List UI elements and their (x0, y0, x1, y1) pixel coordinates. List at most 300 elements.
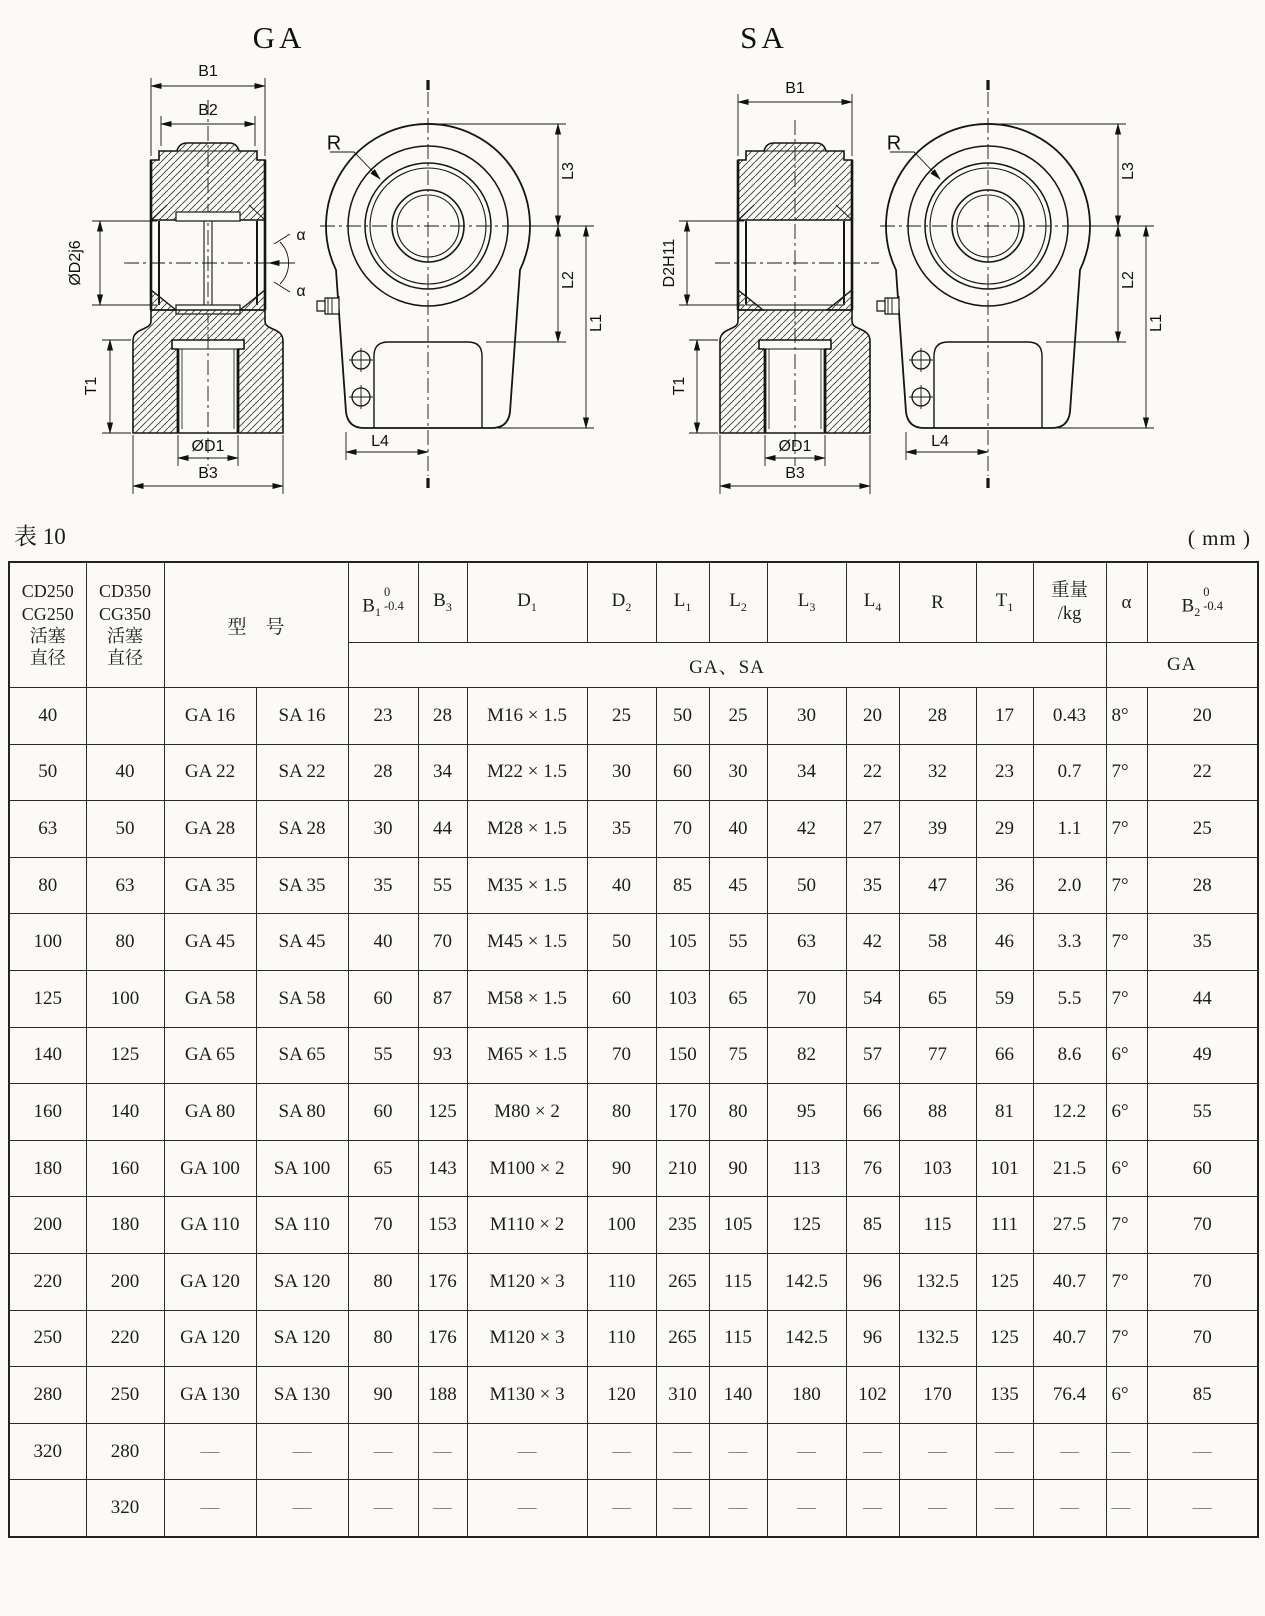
col-header-l1: $L_1$ (656, 562, 709, 643)
cell: 60 (348, 1084, 418, 1141)
col-header-weight: 重量 /kg (1033, 562, 1106, 643)
dim-label-l3: L3 (560, 162, 577, 180)
dim-label-alpha-top: α (296, 227, 306, 244)
cell: 25 (709, 688, 767, 745)
dim-label-r: R (886, 132, 902, 155)
cell: M110 × 2 (467, 1197, 587, 1254)
cell: 50 (656, 688, 709, 745)
cell: 153 (418, 1197, 467, 1254)
cell: 7° (1106, 801, 1147, 858)
cell: 50 (587, 914, 656, 971)
col-header-b3: $B_3$ (418, 562, 467, 643)
cell: 220 (86, 1310, 164, 1367)
cell: 6° (1106, 1140, 1147, 1197)
cell: — (1147, 1423, 1258, 1480)
cell: 22 (1147, 744, 1258, 801)
cell: 40 (709, 801, 767, 858)
cell: 85 (846, 1197, 899, 1254)
cell: SA 130 (256, 1367, 348, 1424)
cell: 310 (656, 1367, 709, 1424)
dim-label-l4: L4 (931, 433, 949, 450)
cell: 140 (86, 1084, 164, 1141)
cell: — (899, 1423, 976, 1480)
cell: 105 (656, 914, 709, 971)
cell: 7° (1106, 1197, 1147, 1254)
cell: 65 (348, 1140, 418, 1197)
cell: 25 (1147, 801, 1258, 858)
cell: 103 (899, 1140, 976, 1197)
cell: 34 (418, 744, 467, 801)
table-row (9, 1423, 1258, 1480)
cell: 28 (899, 688, 976, 745)
cell: SA 80 (256, 1084, 348, 1141)
cell: 65 (709, 970, 767, 1027)
cell: 60 (587, 970, 656, 1027)
cell: 20 (846, 688, 899, 745)
cell: SA 120 (256, 1253, 348, 1310)
cell: 27.5 (1033, 1197, 1106, 1254)
cell: GA 120 (164, 1253, 256, 1310)
cell: 110 (587, 1310, 656, 1367)
cell: 115 (709, 1253, 767, 1310)
cell: 66 (976, 1027, 1033, 1084)
cell: 6° (1106, 1367, 1147, 1424)
cell: 180 (767, 1367, 846, 1424)
cell: M130 × 3 (467, 1367, 587, 1424)
cell: 28 (348, 744, 418, 801)
cell: 70 (767, 970, 846, 1027)
cell: 110 (587, 1253, 656, 1310)
cell: 35 (1147, 914, 1258, 971)
table-number: 表 10 (14, 524, 66, 549)
cell: M120 × 3 (467, 1310, 587, 1367)
table-header-row (9, 562, 1258, 643)
cell: 6° (1106, 1084, 1147, 1141)
cell: 55 (1147, 1084, 1258, 1141)
cell: 40.7 (1033, 1253, 1106, 1310)
cell: 142.5 (767, 1310, 846, 1367)
cell: 49 (1147, 1027, 1258, 1084)
dim-label-r: R (326, 132, 342, 155)
cell: 3.3 (1033, 914, 1106, 971)
cell: 7° (1106, 914, 1147, 971)
cell: — (256, 1480, 348, 1537)
cell: 140 (9, 1027, 86, 1084)
cell: — (587, 1480, 656, 1537)
cell: 54 (846, 970, 899, 1027)
cell: 44 (1147, 970, 1258, 1027)
dim-label-b2: B2 (198, 102, 218, 119)
cell: 210 (656, 1140, 709, 1197)
cell: 44 (418, 801, 467, 858)
cell: SA 58 (256, 970, 348, 1027)
cell: — (1033, 1423, 1106, 1480)
cell: M35 × 1.5 (467, 857, 587, 914)
cell: 25 (587, 688, 656, 745)
col-header-b2: $B_2$ 0 -0.4 (1147, 562, 1258, 643)
cell: SA 45 (256, 914, 348, 971)
cell: 125 (9, 970, 86, 1027)
cell: 46 (976, 914, 1033, 971)
cell: 55 (348, 1027, 418, 1084)
cell: — (467, 1480, 587, 1537)
cell: 96 (846, 1310, 899, 1367)
cell: 87 (418, 970, 467, 1027)
table-row (9, 1027, 1258, 1084)
cell: 90 (587, 1140, 656, 1197)
table-row (9, 801, 1258, 858)
cell: M28 × 1.5 (467, 801, 587, 858)
cell: 70 (1147, 1310, 1258, 1367)
cell: 70 (587, 1027, 656, 1084)
unit-label: ( mm ) (1187, 526, 1251, 550)
cell: 75 (709, 1027, 767, 1084)
cell: 150 (656, 1027, 709, 1084)
cell: — (1147, 1480, 1258, 1537)
cell: 8.6 (1033, 1027, 1106, 1084)
cell: 60 (656, 744, 709, 801)
cell: 320 (9, 1423, 86, 1480)
cell: — (846, 1423, 899, 1480)
cell: 55 (709, 914, 767, 971)
cell: 100 (587, 1197, 656, 1254)
cell: GA 65 (164, 1027, 256, 1084)
cell: 40 (9, 688, 86, 745)
table-row (9, 1084, 1258, 1141)
ga-drawing (28, 8, 603, 500)
cell: 58 (899, 914, 976, 971)
cell: GA 130 (164, 1367, 256, 1424)
cell: 105 (709, 1197, 767, 1254)
cell: 125 (767, 1197, 846, 1254)
cell: 160 (86, 1140, 164, 1197)
cell: — (164, 1423, 256, 1480)
col-header-piston-350: CD350 CG350 活塞 直径 (86, 562, 164, 688)
cell: — (656, 1480, 709, 1537)
cell: 101 (976, 1140, 1033, 1197)
cell: 280 (9, 1367, 86, 1424)
cell: 132.5 (899, 1310, 976, 1367)
col-header-d2: $D_2$ (587, 562, 656, 643)
cell: 42 (846, 914, 899, 971)
cell: 45 (709, 857, 767, 914)
cell: 88 (899, 1084, 976, 1141)
cell: 125 (976, 1310, 1033, 1367)
cell: 47 (899, 857, 976, 914)
cell: 23 (348, 688, 418, 745)
cell: 85 (1147, 1367, 1258, 1424)
dim-label-l3: L3 (1120, 162, 1137, 180)
table-row (9, 1367, 1258, 1424)
col-header-d1: $D_1$ (467, 562, 587, 643)
cell: 12.2 (1033, 1084, 1106, 1141)
cell: 70 (348, 1197, 418, 1254)
cell: 7° (1106, 857, 1147, 914)
cell: 2.0 (1033, 857, 1106, 914)
cell: 40 (348, 914, 418, 971)
cell: M58 × 1.5 (467, 970, 587, 1027)
cell: 90 (348, 1367, 418, 1424)
cell: 32 (899, 744, 976, 801)
cell: 235 (656, 1197, 709, 1254)
cell: 102 (846, 1367, 899, 1424)
cell: 5.5 (1033, 970, 1106, 1027)
cell: 115 (899, 1197, 976, 1254)
cell: 36 (976, 857, 1033, 914)
cell: GA 28 (164, 801, 256, 858)
cell: 250 (9, 1310, 86, 1367)
cell: 60 (348, 970, 418, 1027)
dim-label-d1: ØD1 (778, 438, 812, 455)
ga-drawing-panel (28, 8, 603, 500)
cell: GA 120 (164, 1310, 256, 1367)
cell: SA 120 (256, 1310, 348, 1367)
cell: 170 (899, 1367, 976, 1424)
cell: 140 (709, 1367, 767, 1424)
dim-label-d1: ØD1 (191, 438, 225, 455)
cell: 143 (418, 1140, 467, 1197)
cell: — (709, 1423, 767, 1480)
table-body (9, 688, 1258, 1537)
cell: 80 (587, 1084, 656, 1141)
cell: 28 (1147, 857, 1258, 914)
col-header-l3: $L_3$ (767, 562, 846, 643)
cell: 280 (86, 1423, 164, 1480)
table-row (9, 1310, 1258, 1367)
cell: — (709, 1480, 767, 1537)
table-row (9, 744, 1258, 801)
dim-label-l2: L2 (560, 271, 577, 289)
cell: 160 (9, 1084, 86, 1141)
dim-label-d2h11: D2H11 (661, 238, 678, 288)
cell: 39 (899, 801, 976, 858)
cell: — (1033, 1480, 1106, 1537)
cell: 50 (86, 801, 164, 858)
table-row (9, 1480, 1258, 1537)
cell: 176 (418, 1253, 467, 1310)
cell: 22 (846, 744, 899, 801)
cell: — (846, 1480, 899, 1537)
cell: 6° (1106, 1027, 1147, 1084)
table-row (9, 914, 1258, 971)
cell: 55 (418, 857, 467, 914)
cell: 1.1 (1033, 801, 1106, 858)
sa-title: SA (740, 20, 788, 55)
cell: 80 (86, 914, 164, 971)
dimension-table (8, 561, 1259, 1538)
cell: 250 (86, 1367, 164, 1424)
dim-label-l4: L4 (371, 433, 389, 450)
cell: GA 80 (164, 1084, 256, 1141)
cell: 70 (1147, 1253, 1258, 1310)
cell: SA 22 (256, 744, 348, 801)
cell: — (899, 1480, 976, 1537)
cell: 85 (656, 857, 709, 914)
group-header-ga: GA (1106, 643, 1258, 688)
table-row (9, 1197, 1258, 1254)
ga-title: GA (252, 20, 306, 55)
cell (86, 688, 164, 745)
cell: 200 (9, 1197, 86, 1254)
cell: 170 (656, 1084, 709, 1141)
dim-label-alpha-bottom: α (296, 283, 306, 300)
cell: 111 (976, 1197, 1033, 1254)
group-header-ga-sa: GA、SA (348, 643, 1106, 688)
table-row (9, 1140, 1258, 1197)
col-header-alpha: α (1106, 562, 1147, 643)
cell: 35 (587, 801, 656, 858)
cell: 96 (846, 1253, 899, 1310)
cell: 34 (767, 744, 846, 801)
cell: GA 35 (164, 857, 256, 914)
cell: GA 16 (164, 688, 256, 745)
cell: GA 22 (164, 744, 256, 801)
cell: 95 (767, 1084, 846, 1141)
cell: 188 (418, 1367, 467, 1424)
table-row (9, 970, 1258, 1027)
cell: — (767, 1480, 846, 1537)
cell: — (976, 1480, 1033, 1537)
dim-label-b1: B1 (785, 80, 805, 97)
cell: SA 100 (256, 1140, 348, 1197)
cell: — (418, 1480, 467, 1537)
cell: 8° (1106, 688, 1147, 745)
cell: 93 (418, 1027, 467, 1084)
dim-label-b3: B3 (198, 465, 218, 482)
cell: GA 100 (164, 1140, 256, 1197)
cell: 320 (86, 1480, 164, 1537)
dim-label-d2j6: ØD2j6 (67, 240, 84, 286)
cell: M120 × 3 (467, 1253, 587, 1310)
cell: 70 (1147, 1197, 1258, 1254)
cell: 265 (656, 1310, 709, 1367)
cell: 40 (587, 857, 656, 914)
cell: 50 (9, 744, 86, 801)
cell: 76 (846, 1140, 899, 1197)
cell: 60 (1147, 1140, 1258, 1197)
cell: 27 (846, 801, 899, 858)
cell: — (164, 1480, 256, 1537)
col-header-t1: $T_1$ (976, 562, 1033, 643)
cell: — (348, 1423, 418, 1480)
cell: 265 (656, 1253, 709, 1310)
cell: 7° (1106, 1253, 1147, 1310)
cell: 23 (976, 744, 1033, 801)
cell: — (348, 1480, 418, 1537)
cell: M80 × 2 (467, 1084, 587, 1141)
cell: 29 (976, 801, 1033, 858)
cell: 176 (418, 1310, 467, 1367)
cell: SA 28 (256, 801, 348, 858)
cell: 28 (418, 688, 467, 745)
cell: 76.4 (1033, 1367, 1106, 1424)
cell: 21.5 (1033, 1140, 1106, 1197)
cell: 82 (767, 1027, 846, 1084)
cell: 35 (846, 857, 899, 914)
cell: 35 (348, 857, 418, 914)
cell: SA 16 (256, 688, 348, 745)
dim-label-b3: B3 (785, 465, 805, 482)
cell: 80 (348, 1310, 418, 1367)
cell: 100 (86, 970, 164, 1027)
cell: 100 (9, 914, 86, 971)
cell: 7° (1106, 744, 1147, 801)
cell: 63 (9, 801, 86, 858)
cell: 30 (348, 801, 418, 858)
cell: — (976, 1423, 1033, 1480)
cell: — (767, 1423, 846, 1480)
cell: — (418, 1423, 467, 1480)
cell: — (467, 1423, 587, 1480)
cell: 42 (767, 801, 846, 858)
dim-label-b1: B1 (198, 63, 218, 80)
cell: M22 × 1.5 (467, 744, 587, 801)
cell: 132.5 (899, 1253, 976, 1310)
dim-label-t1: T1 (83, 376, 100, 396)
cell: 135 (976, 1367, 1033, 1424)
col-header-r: R (899, 562, 976, 643)
cell: 7° (1106, 1310, 1147, 1367)
cell: 40.7 (1033, 1310, 1106, 1367)
technical-drawings (0, 0, 1265, 502)
cell: M65 × 1.5 (467, 1027, 587, 1084)
cell: 180 (86, 1197, 164, 1254)
cell: 65 (899, 970, 976, 1027)
cell: 220 (9, 1253, 86, 1310)
cell: 80 (709, 1084, 767, 1141)
cell: M45 × 1.5 (467, 914, 587, 971)
cell: 59 (976, 970, 1033, 1027)
col-header-model: 型 号 (164, 562, 348, 688)
cell: 80 (9, 857, 86, 914)
cell: — (1106, 1423, 1147, 1480)
cell: 180 (9, 1140, 86, 1197)
cell: 40 (86, 744, 164, 801)
cell: 0.43 (1033, 688, 1106, 745)
cell: GA 58 (164, 970, 256, 1027)
cell: SA 110 (256, 1197, 348, 1254)
table-row (9, 857, 1258, 914)
cell: SA 35 (256, 857, 348, 914)
cell (9, 1480, 86, 1537)
sa-drawing (658, 8, 1233, 500)
cell: — (656, 1423, 709, 1480)
col-header-l2: $L_2$ (709, 562, 767, 643)
cell: 30 (587, 744, 656, 801)
cell: GA 110 (164, 1197, 256, 1254)
cell: M16 × 1.5 (467, 688, 587, 745)
cell: 125 (976, 1253, 1033, 1310)
cell: — (587, 1423, 656, 1480)
cell: 142.5 (767, 1253, 846, 1310)
cell: 70 (418, 914, 467, 971)
cell: SA 65 (256, 1027, 348, 1084)
cell: 66 (846, 1084, 899, 1141)
col-header-l4: $L_4$ (846, 562, 899, 643)
table-caption-row (14, 518, 1251, 551)
cell: — (1106, 1480, 1147, 1537)
dim-label-t1: T1 (671, 376, 688, 396)
cell: 30 (767, 688, 846, 745)
cell: 70 (656, 801, 709, 858)
cell: 115 (709, 1310, 767, 1367)
table-row (9, 688, 1258, 745)
cell: 50 (767, 857, 846, 914)
cell: 90 (709, 1140, 767, 1197)
col-header-b1: $B_1$ 0 -0.4 (348, 562, 418, 643)
dim-label-l1: L1 (1148, 314, 1165, 332)
cell: M100 × 2 (467, 1140, 587, 1197)
